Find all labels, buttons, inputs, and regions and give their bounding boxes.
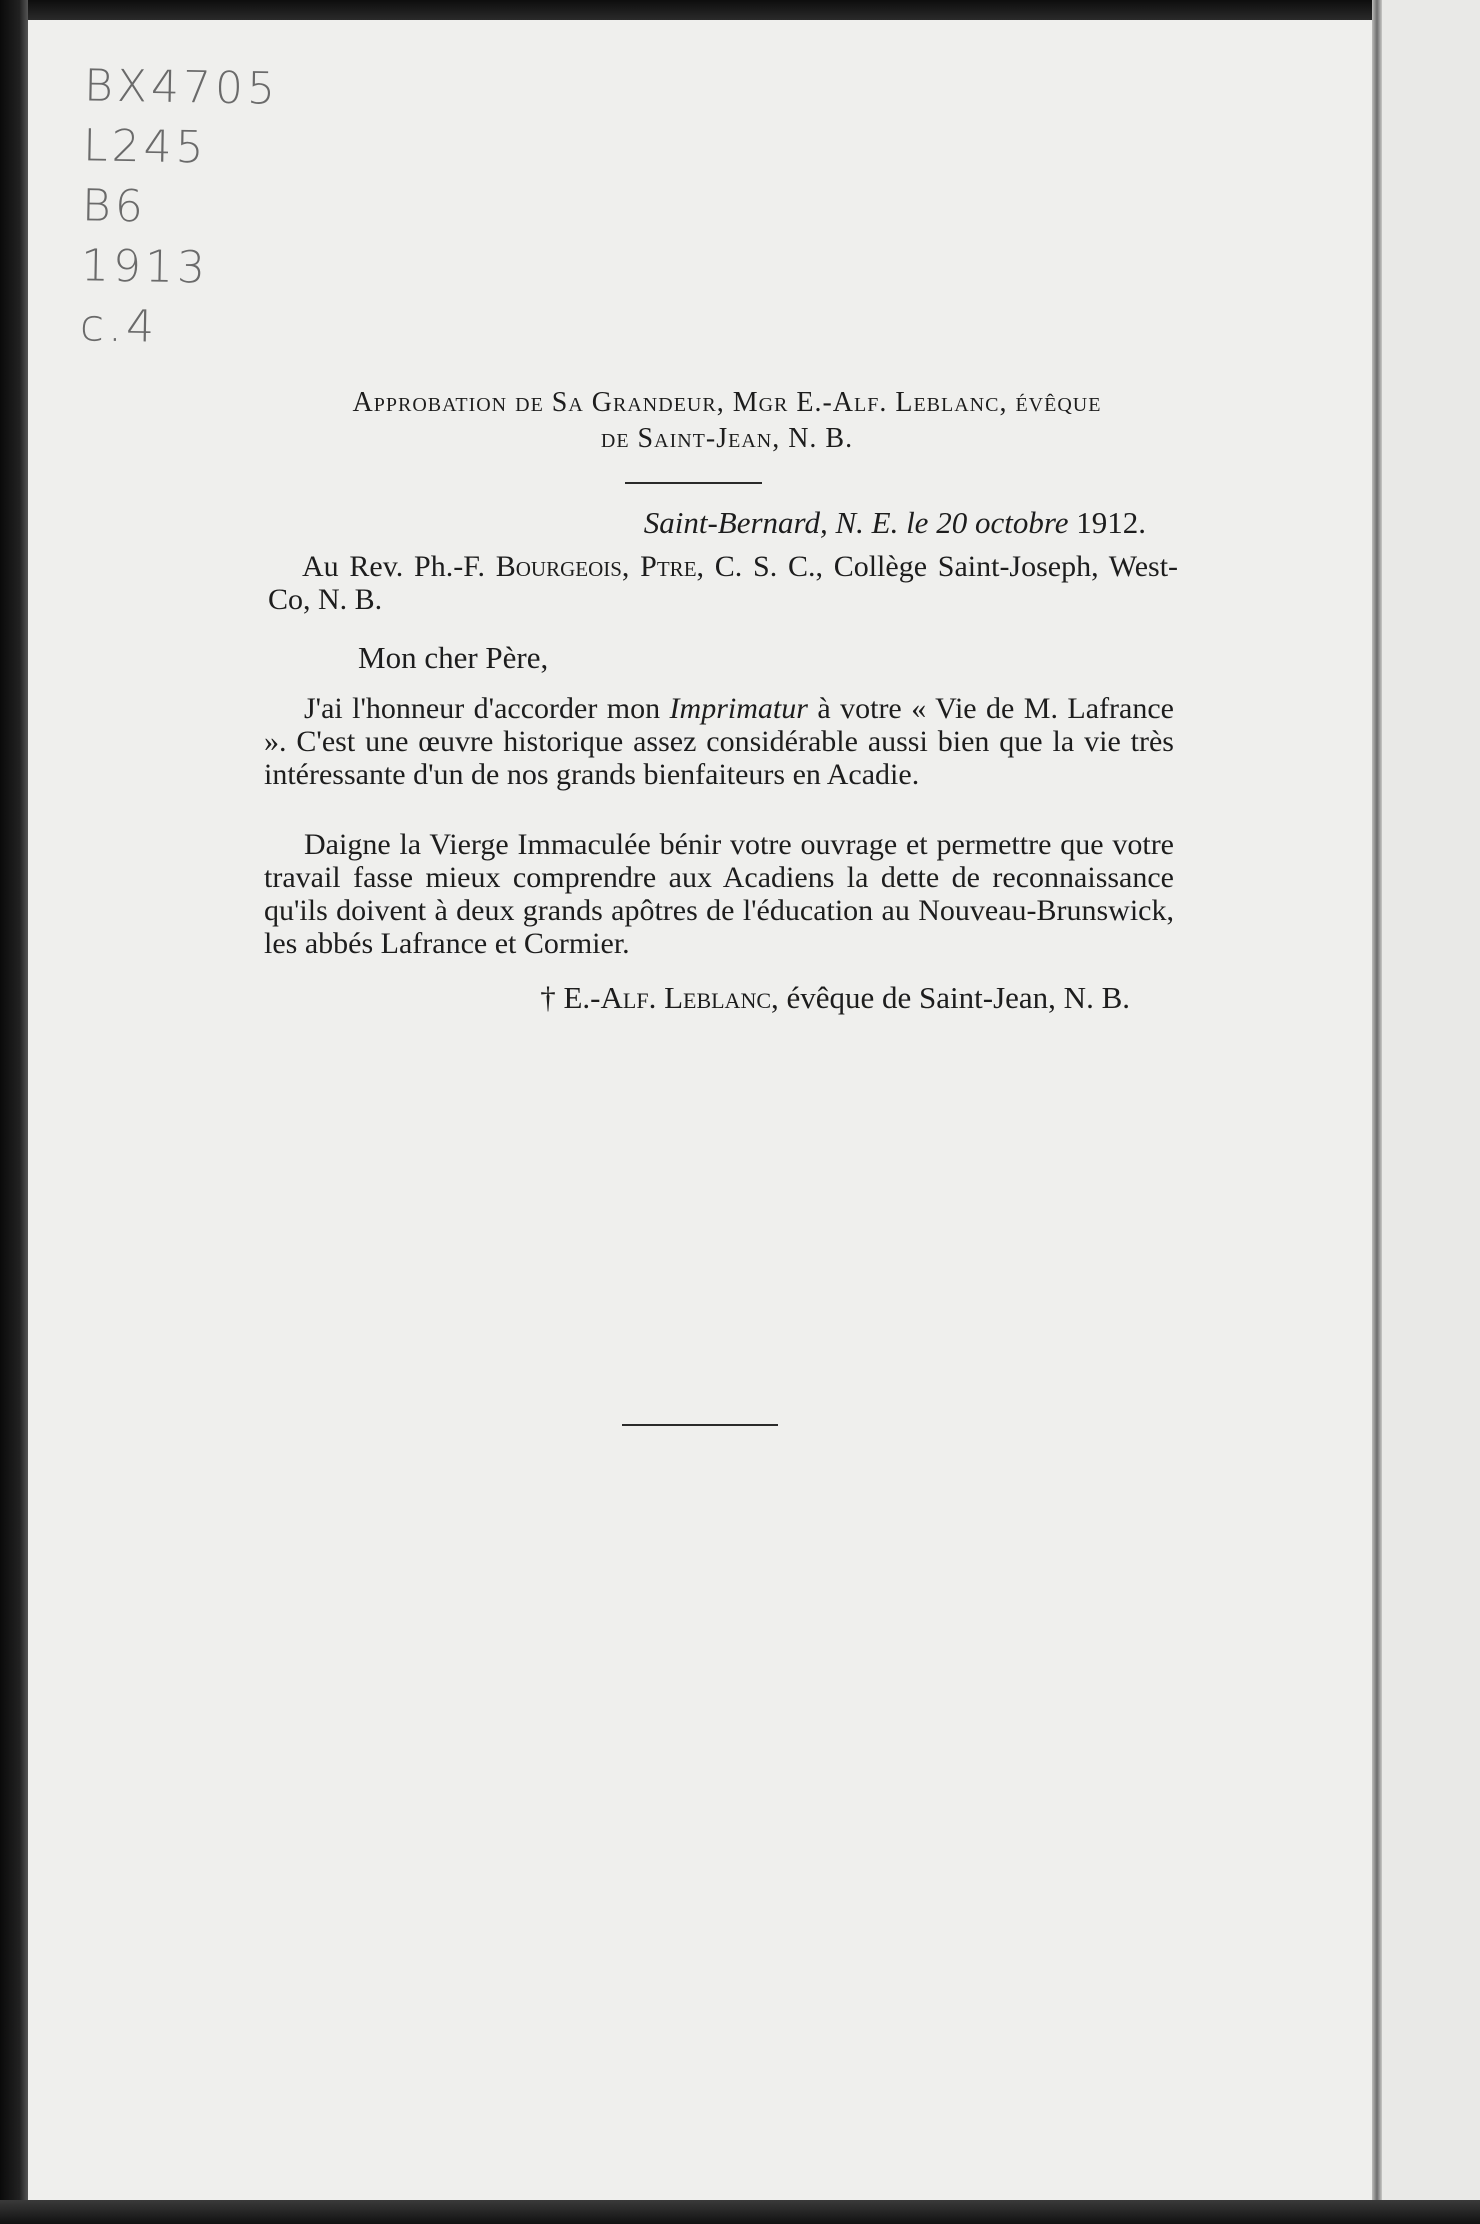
address-name: Bourgeois, Ptre, [495, 550, 705, 583]
address-prefix: Au Rev. Ph.-F. [302, 550, 485, 583]
dateline [270, 505, 1146, 541]
paragraph-1-before: J'ai l'honneur d'accorder mon [304, 692, 661, 725]
paragraph-1 [264, 692, 1174, 791]
cross-symbol: † [540, 980, 556, 1015]
book-gutter [1372, 0, 1382, 2224]
call-number-line: L245 [82, 120, 208, 174]
heading-line-1: Approbation de Sa Grandeur, Mgr E.-Alf. Leblanc, évêque [352, 387, 1102, 418]
heading-line-2: de Saint-Jean, N. B. [600, 423, 854, 454]
signature-title: évêque de Saint-Jean, N. B. [786, 980, 1130, 1015]
call-number-line: B6 [81, 180, 148, 233]
paragraph-1-after: à votre « Vie de M. Lafrance ». C'est une œuvre historique assez considérable aussi bien que la vie très intéressante d'un de nos grands bienfaiteurs en Acadie. [264, 692, 1174, 791]
call-number-line: 1913 [80, 240, 210, 294]
imprimatur-emphasis: Imprimatur [669, 692, 808, 725]
signature-name: E.-Alf. Leblanc, [563, 980, 779, 1015]
scan-border-top [0, 0, 1480, 20]
scan-border-bottom [0, 2200, 1480, 2224]
facing-page-edge [1382, 0, 1480, 2224]
dateline-place: Saint-Bernard, N. E. le 20 octobre [643, 505, 1069, 540]
scan-border-left [0, 0, 28, 2224]
salutation: Mon cher Père, [358, 640, 549, 675]
paragraph-2: Daigne la Vierge Immaculée bénir votre ouvrage et permettre que votre travail fasse mieux comprendre aux Acadiens la dette de reconnaissance qu'ils doivent à deux grands apôtres de l'éducation au Nouveau-Brunswick, les abbés Lafrance et Cormier. [264, 828, 1174, 960]
dateline-year: 1912. [1076, 505, 1146, 540]
address-line [268, 550, 1178, 616]
call-number-line: c.4 [79, 300, 159, 353]
approbation-heading [272, 385, 1182, 457]
heading-rule [625, 482, 762, 484]
address-suffix: C. S. C., Collège Saint-Joseph, West-Co, N. B. [268, 550, 1179, 616]
signature [264, 980, 1130, 1016]
call-number-line: BX4705 [83, 60, 280, 115]
closing-rule [622, 1424, 778, 1426]
handwritten-call-number [79, 56, 279, 359]
